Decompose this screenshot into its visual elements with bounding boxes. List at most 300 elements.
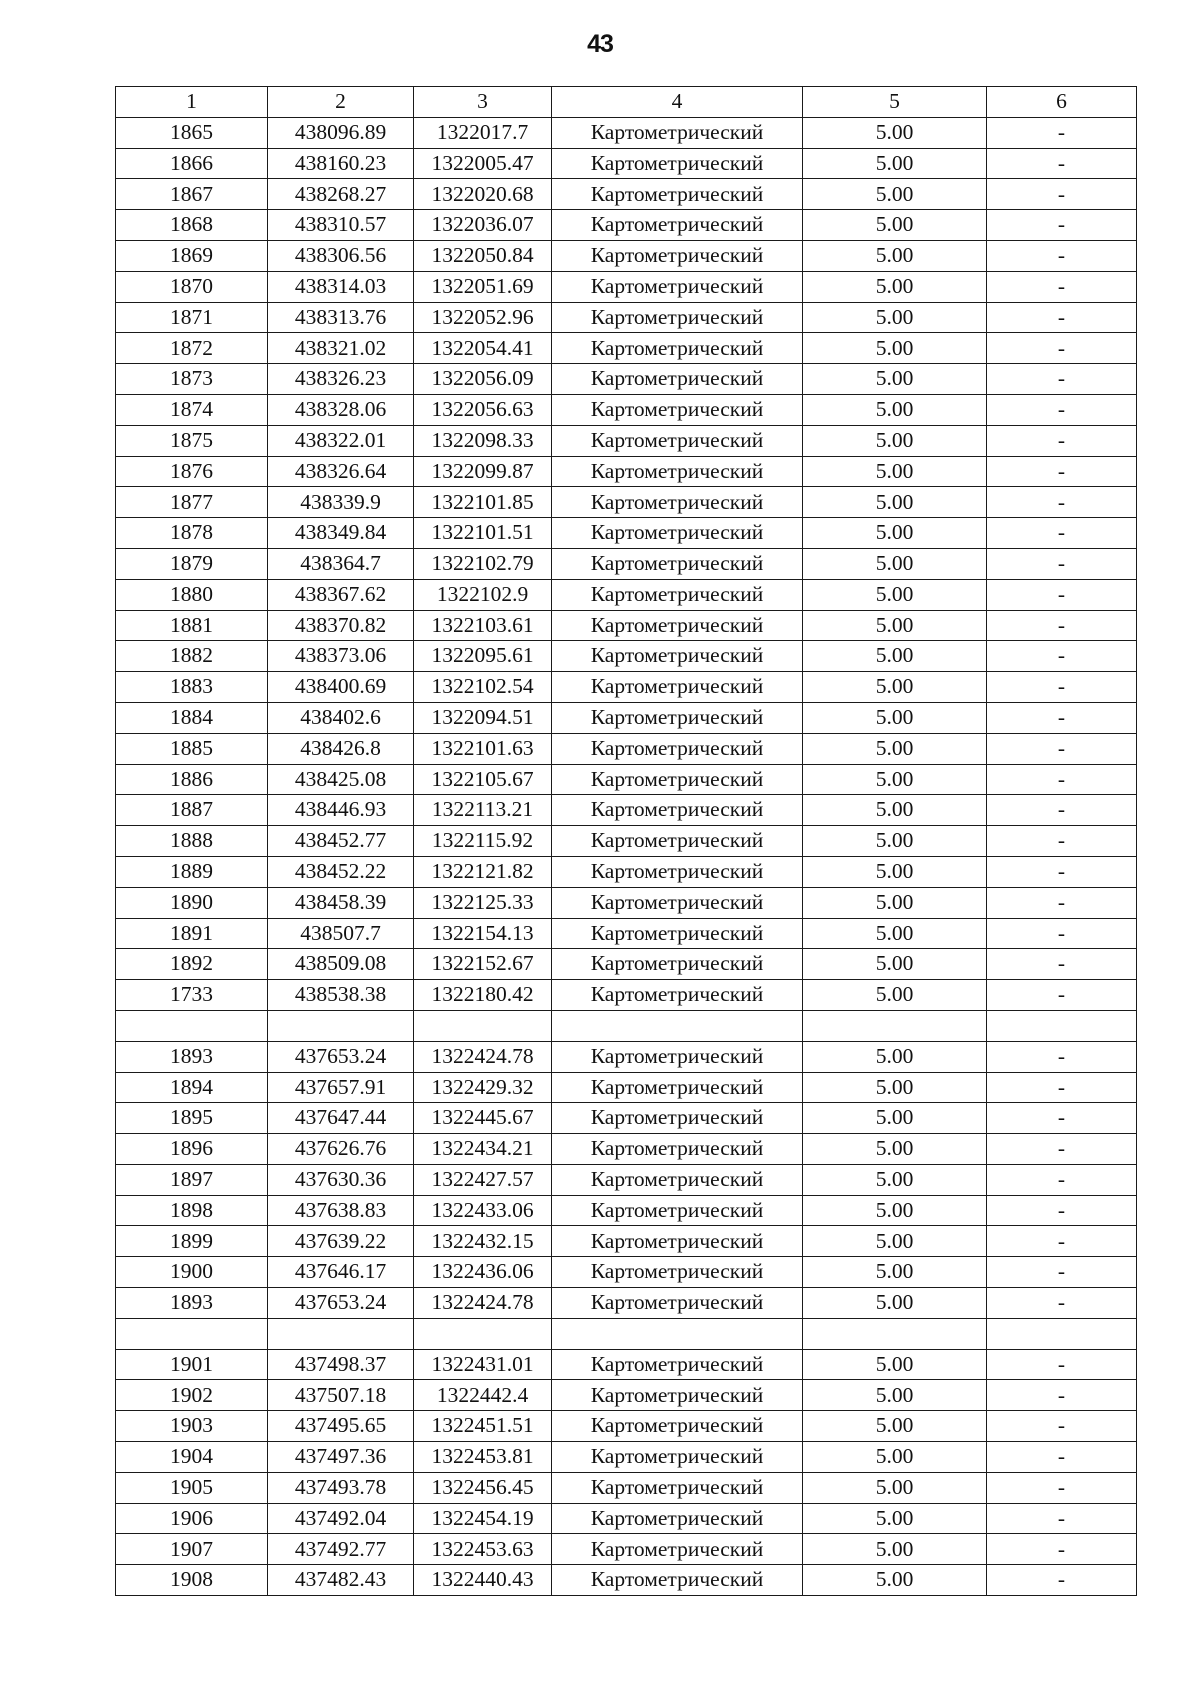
- table-row: [116, 1134, 1137, 1165]
- point-number-cell: 1888: [116, 826, 268, 857]
- table-row: [116, 733, 1137, 764]
- y-coordinate-cell: 1322095.61: [414, 641, 552, 672]
- point-number-cell: 1887: [116, 795, 268, 826]
- note-cell: -: [987, 672, 1137, 703]
- accuracy-cell: 5.00: [803, 887, 987, 918]
- accuracy-cell: 5.00: [803, 1195, 987, 1226]
- method-cell: Картометрический: [552, 364, 803, 395]
- y-coordinate-cell: 1322102.9: [414, 579, 552, 610]
- y-coordinate-cell: 1322445.67: [414, 1103, 552, 1134]
- method-cell: Картометрический: [552, 1103, 803, 1134]
- accuracy-cell: 5.00: [803, 1164, 987, 1195]
- accuracy-cell: 5.00: [803, 1226, 987, 1257]
- y-coordinate-cell: 1322180.42: [414, 980, 552, 1011]
- point-number-cell: 1883: [116, 672, 268, 703]
- method-cell: Картометрический: [552, 702, 803, 733]
- x-coordinate-cell: 437638.83: [268, 1195, 414, 1226]
- point-number-cell: 1872: [116, 333, 268, 364]
- x-coordinate-cell: 438349.84: [268, 518, 414, 549]
- method-cell: Картометрический: [552, 918, 803, 949]
- note-cell: -: [987, 1257, 1137, 1288]
- y-coordinate-cell: 1322453.63: [414, 1534, 552, 1565]
- note-cell: -: [987, 887, 1137, 918]
- accuracy-cell: 5.00: [803, 1411, 987, 1442]
- x-coordinate-cell: 438446.93: [268, 795, 414, 826]
- note-cell: -: [987, 1503, 1137, 1534]
- table-row: [116, 548, 1137, 579]
- table-row: [116, 179, 1137, 210]
- y-coordinate-cell: 1322442.4: [414, 1380, 552, 1411]
- header-cell-4: 4: [552, 87, 803, 118]
- point-number-cell: 1893: [116, 1288, 268, 1319]
- point-number-cell: 1885: [116, 733, 268, 764]
- y-coordinate-cell: 1322424.78: [414, 1041, 552, 1072]
- method-cell: Картометрический: [552, 1164, 803, 1195]
- x-coordinate-cell: 438370.82: [268, 610, 414, 641]
- point-number-cell: 1878: [116, 518, 268, 549]
- table-row: [116, 764, 1137, 795]
- accuracy-cell: 5.00: [803, 1134, 987, 1165]
- accuracy-cell: 5.00: [803, 826, 987, 857]
- note-cell: -: [987, 1103, 1137, 1134]
- x-coordinate-cell: 438321.02: [268, 333, 414, 364]
- method-cell: Картометрический: [552, 1472, 803, 1503]
- point-number-cell: 1868: [116, 210, 268, 241]
- accuracy-cell: 5.00: [803, 302, 987, 333]
- table-row: [116, 1041, 1137, 1072]
- note-cell: -: [987, 980, 1137, 1011]
- point-number-cell: 1902: [116, 1380, 268, 1411]
- method-cell: Картометрический: [552, 1134, 803, 1165]
- note-cell: -: [987, 949, 1137, 980]
- accuracy-cell: 5.00: [803, 764, 987, 795]
- x-coordinate-cell: 438268.27: [268, 179, 414, 210]
- method-cell: Картометрический: [552, 826, 803, 857]
- table-row: [116, 487, 1137, 518]
- table-row: [116, 826, 1137, 857]
- table-row: [116, 641, 1137, 672]
- y-coordinate-cell: 1322424.78: [414, 1288, 552, 1319]
- method-cell: Картометрический: [552, 1534, 803, 1565]
- point-number-cell: 1879: [116, 548, 268, 579]
- accuracy-cell: 5.00: [803, 610, 987, 641]
- table-row: [116, 610, 1137, 641]
- header-cell-2: 2: [268, 87, 414, 118]
- accuracy-cell: 5.00: [803, 733, 987, 764]
- accuracy-cell: 5.00: [803, 918, 987, 949]
- table-row: [116, 271, 1137, 302]
- point-number-cell: 1877: [116, 487, 268, 518]
- accuracy-cell: 5.00: [803, 271, 987, 302]
- page-number: 43: [587, 30, 613, 58]
- y-coordinate-cell: 1322056.63: [414, 394, 552, 425]
- table-header-row: [116, 87, 1137, 118]
- table-row: [116, 980, 1137, 1011]
- table-row: [116, 1380, 1137, 1411]
- note-cell: -: [987, 333, 1137, 364]
- x-coordinate-cell: 437495.65: [268, 1411, 414, 1442]
- table-row: [116, 1103, 1137, 1134]
- x-coordinate-cell: 438509.08: [268, 949, 414, 980]
- table-row: [116, 672, 1137, 703]
- point-number-cell: 1894: [116, 1072, 268, 1103]
- point-number-cell: 1865: [116, 117, 268, 148]
- note-cell: -: [987, 1442, 1137, 1473]
- x-coordinate-cell: 438313.76: [268, 302, 414, 333]
- y-coordinate-cell: 1322103.61: [414, 610, 552, 641]
- y-coordinate-cell: 1322056.09: [414, 364, 552, 395]
- point-number-cell: 1733: [116, 980, 268, 1011]
- note-cell: [987, 1318, 1137, 1349]
- header-cell-3: 3: [414, 87, 552, 118]
- x-coordinate-cell: 437626.76: [268, 1134, 414, 1165]
- point-number-cell: 1876: [116, 456, 268, 487]
- x-coordinate-cell: 438160.23: [268, 148, 414, 179]
- note-cell: -: [987, 302, 1137, 333]
- point-number-cell: 1893: [116, 1041, 268, 1072]
- accuracy-cell: 5.00: [803, 1072, 987, 1103]
- note-cell: -: [987, 518, 1137, 549]
- point-number-cell: [116, 1010, 268, 1041]
- y-coordinate-cell: 1322017.7: [414, 117, 552, 148]
- point-number-cell: 1871: [116, 302, 268, 333]
- y-coordinate-cell: 1322050.84: [414, 240, 552, 271]
- x-coordinate-cell: 438538.38: [268, 980, 414, 1011]
- note-cell: -: [987, 364, 1137, 395]
- accuracy-cell: 5.00: [803, 1442, 987, 1473]
- method-cell: Картометрический: [552, 795, 803, 826]
- y-coordinate-cell: 1322121.82: [414, 856, 552, 887]
- note-cell: -: [987, 1041, 1137, 1072]
- note-cell: -: [987, 1072, 1137, 1103]
- table-row: [116, 1503, 1137, 1534]
- method-cell: Картометрический: [552, 610, 803, 641]
- method-cell: Картометрический: [552, 1503, 803, 1534]
- point-number-cell: 1886: [116, 764, 268, 795]
- note-cell: -: [987, 1565, 1137, 1596]
- y-coordinate-cell: 1322440.43: [414, 1565, 552, 1596]
- point-number-cell: 1906: [116, 1503, 268, 1534]
- note-cell: -: [987, 1534, 1137, 1565]
- note-cell: -: [987, 179, 1137, 210]
- x-coordinate-cell: 438322.01: [268, 425, 414, 456]
- method-cell: Картометрический: [552, 579, 803, 610]
- note-cell: -: [987, 487, 1137, 518]
- accuracy-cell: 5.00: [803, 1103, 987, 1134]
- table-row: [116, 1226, 1137, 1257]
- x-coordinate-cell: 438326.23: [268, 364, 414, 395]
- y-coordinate-cell: 1322099.87: [414, 456, 552, 487]
- y-coordinate-cell: 1322433.06: [414, 1195, 552, 1226]
- note-cell: -: [987, 733, 1137, 764]
- y-coordinate-cell: 1322451.51: [414, 1411, 552, 1442]
- method-cell: Картометрический: [552, 887, 803, 918]
- table-row: [116, 918, 1137, 949]
- accuracy-cell: 5.00: [803, 1472, 987, 1503]
- method-cell: Картометрический: [552, 548, 803, 579]
- x-coordinate-cell: 437482.43: [268, 1565, 414, 1596]
- table-row: [116, 364, 1137, 395]
- x-coordinate-cell: 437657.91: [268, 1072, 414, 1103]
- note-cell: -: [987, 394, 1137, 425]
- note-cell: -: [987, 425, 1137, 456]
- accuracy-cell: 5.00: [803, 518, 987, 549]
- method-cell: Картометрический: [552, 672, 803, 703]
- note-cell: -: [987, 148, 1137, 179]
- y-coordinate-cell: 1322051.69: [414, 271, 552, 302]
- y-coordinate-cell: 1322125.33: [414, 887, 552, 918]
- method-cell: Картометрический: [552, 641, 803, 672]
- y-coordinate-cell: 1322098.33: [414, 425, 552, 456]
- method-cell: Картометрический: [552, 179, 803, 210]
- point-number-cell: 1891: [116, 918, 268, 949]
- table-row: [116, 1072, 1137, 1103]
- table-row: [116, 148, 1137, 179]
- y-coordinate-cell: 1322453.81: [414, 1442, 552, 1473]
- x-coordinate-cell: [268, 1318, 414, 1349]
- accuracy-cell: 5.00: [803, 1288, 987, 1319]
- method-cell: Картометрический: [552, 1565, 803, 1596]
- table-row: [116, 1164, 1137, 1195]
- method-cell: Картометрический: [552, 271, 803, 302]
- coordinates-table: [115, 86, 1137, 1596]
- method-cell: Картометрический: [552, 1411, 803, 1442]
- accuracy-cell: 5.00: [803, 210, 987, 241]
- point-number-cell: 1881: [116, 610, 268, 641]
- y-coordinate-cell: [414, 1318, 552, 1349]
- accuracy-cell: 5.00: [803, 394, 987, 425]
- table-row: [116, 1288, 1137, 1319]
- point-number-cell: 1899: [116, 1226, 268, 1257]
- x-coordinate-cell: 437653.24: [268, 1288, 414, 1319]
- x-coordinate-cell: [268, 1010, 414, 1041]
- table-row: [116, 1534, 1137, 1565]
- y-coordinate-cell: 1322152.67: [414, 949, 552, 980]
- x-coordinate-cell: 438425.08: [268, 764, 414, 795]
- method-cell: Картометрический: [552, 764, 803, 795]
- y-coordinate-cell: 1322094.51: [414, 702, 552, 733]
- accuracy-cell: 5.00: [803, 425, 987, 456]
- accuracy-cell: 5.00: [803, 1380, 987, 1411]
- x-coordinate-cell: 438314.03: [268, 271, 414, 302]
- method-cell: Картометрический: [552, 1072, 803, 1103]
- accuracy-cell: 5.00: [803, 980, 987, 1011]
- header-cell-5: 5: [803, 87, 987, 118]
- point-number-cell: 1904: [116, 1442, 268, 1473]
- y-coordinate-cell: 1322429.32: [414, 1072, 552, 1103]
- method-cell: Картометрический: [552, 425, 803, 456]
- table-row: [116, 1565, 1137, 1596]
- point-number-cell: 1880: [116, 579, 268, 610]
- x-coordinate-cell: 438364.7: [268, 548, 414, 579]
- y-coordinate-cell: 1322101.51: [414, 518, 552, 549]
- point-number-cell: 1882: [116, 641, 268, 672]
- note-cell: -: [987, 1134, 1137, 1165]
- accuracy-cell: 5.00: [803, 1349, 987, 1380]
- note-cell: -: [987, 918, 1137, 949]
- y-coordinate-cell: 1322454.19: [414, 1503, 552, 1534]
- method-cell: Картометрический: [552, 856, 803, 887]
- note-cell: -: [987, 548, 1137, 579]
- x-coordinate-cell: 437493.78: [268, 1472, 414, 1503]
- y-coordinate-cell: 1322005.47: [414, 148, 552, 179]
- note-cell: -: [987, 1349, 1137, 1380]
- method-cell: Картометрический: [552, 148, 803, 179]
- point-number-cell: 1892: [116, 949, 268, 980]
- note-cell: -: [987, 1411, 1137, 1442]
- y-coordinate-cell: 1322020.68: [414, 179, 552, 210]
- accuracy-cell: 5.00: [803, 1257, 987, 1288]
- note-cell: -: [987, 210, 1137, 241]
- accuracy-cell: 5.00: [803, 1041, 987, 1072]
- method-cell: Картометрический: [552, 394, 803, 425]
- note-cell: -: [987, 456, 1137, 487]
- note-cell: -: [987, 1380, 1137, 1411]
- accuracy-cell: 5.00: [803, 240, 987, 271]
- table-row: [116, 1257, 1137, 1288]
- x-coordinate-cell: 437492.77: [268, 1534, 414, 1565]
- accuracy-cell: 5.00: [803, 179, 987, 210]
- header-cell-1: 1: [116, 87, 268, 118]
- table-row: [116, 1442, 1137, 1473]
- y-coordinate-cell: 1322052.96: [414, 302, 552, 333]
- point-number-cell: [116, 1318, 268, 1349]
- note-cell: -: [987, 826, 1137, 857]
- accuracy-cell: 5.00: [803, 1534, 987, 1565]
- point-number-cell: 1895: [116, 1103, 268, 1134]
- accuracy-cell: 5.00: [803, 117, 987, 148]
- y-coordinate-cell: 1322054.41: [414, 333, 552, 364]
- method-cell: Картометрический: [552, 733, 803, 764]
- table-row: [116, 1411, 1137, 1442]
- table-row: [116, 1349, 1137, 1380]
- x-coordinate-cell: 438458.39: [268, 887, 414, 918]
- note-cell: -: [987, 764, 1137, 795]
- accuracy-cell: 5.00: [803, 579, 987, 610]
- x-coordinate-cell: 438367.62: [268, 579, 414, 610]
- x-coordinate-cell: 438328.06: [268, 394, 414, 425]
- method-cell: Картометрический: [552, 518, 803, 549]
- point-number-cell: 1897: [116, 1164, 268, 1195]
- method-cell: Картометрический: [552, 1442, 803, 1473]
- note-cell: -: [987, 271, 1137, 302]
- note-cell: -: [987, 610, 1137, 641]
- y-coordinate-cell: 1322105.67: [414, 764, 552, 795]
- x-coordinate-cell: 437497.36: [268, 1442, 414, 1473]
- method-cell: Картометрический: [552, 1380, 803, 1411]
- accuracy-cell: 5.00: [803, 856, 987, 887]
- point-number-cell: 1870: [116, 271, 268, 302]
- note-cell: -: [987, 1164, 1137, 1195]
- note-cell: -: [987, 641, 1137, 672]
- y-coordinate-cell: 1322434.21: [414, 1134, 552, 1165]
- note-cell: -: [987, 1195, 1137, 1226]
- method-cell: Картометрический: [552, 117, 803, 148]
- table-separator-row: [116, 1318, 1137, 1349]
- x-coordinate-cell: 438096.89: [268, 117, 414, 148]
- x-coordinate-cell: 438426.8: [268, 733, 414, 764]
- table-separator-row: [116, 1010, 1137, 1041]
- y-coordinate-cell: 1322101.63: [414, 733, 552, 764]
- point-number-cell: 1905: [116, 1472, 268, 1503]
- point-number-cell: 1898: [116, 1195, 268, 1226]
- method-cell: Картометрический: [552, 302, 803, 333]
- table-row: [116, 394, 1137, 425]
- point-number-cell: 1903: [116, 1411, 268, 1442]
- x-coordinate-cell: 438452.77: [268, 826, 414, 857]
- x-coordinate-cell: 438400.69: [268, 672, 414, 703]
- x-coordinate-cell: 438306.56: [268, 240, 414, 271]
- table-row: [116, 456, 1137, 487]
- y-coordinate-cell: 1322113.21: [414, 795, 552, 826]
- method-cell: Картометрический: [552, 980, 803, 1011]
- method-cell: Картометрический: [552, 456, 803, 487]
- table-row: [116, 887, 1137, 918]
- accuracy-cell: 5.00: [803, 364, 987, 395]
- point-number-cell: 1866: [116, 148, 268, 179]
- y-coordinate-cell: 1322456.45: [414, 1472, 552, 1503]
- note-cell: -: [987, 1226, 1137, 1257]
- accuracy-cell: [803, 1010, 987, 1041]
- accuracy-cell: 5.00: [803, 795, 987, 826]
- table-row: [116, 702, 1137, 733]
- method-cell: Картометрический: [552, 1349, 803, 1380]
- x-coordinate-cell: 437646.17: [268, 1257, 414, 1288]
- x-coordinate-cell: 437492.04: [268, 1503, 414, 1534]
- table-row: [116, 949, 1137, 980]
- method-cell: Картометрический: [552, 949, 803, 980]
- accuracy-cell: 5.00: [803, 949, 987, 980]
- table-row: [116, 333, 1137, 364]
- accuracy-cell: 5.00: [803, 702, 987, 733]
- method-cell: Картометрический: [552, 1041, 803, 1072]
- point-number-cell: 1900: [116, 1257, 268, 1288]
- point-number-cell: 1869: [116, 240, 268, 271]
- y-coordinate-cell: 1322102.54: [414, 672, 552, 703]
- table-row: [116, 795, 1137, 826]
- method-cell: Картометрический: [552, 1288, 803, 1319]
- table-body: [116, 87, 1137, 1596]
- note-cell: -: [987, 117, 1137, 148]
- accuracy-cell: 5.00: [803, 333, 987, 364]
- table-row: [116, 1472, 1137, 1503]
- accuracy-cell: [803, 1318, 987, 1349]
- table-row: [116, 240, 1137, 271]
- note-cell: -: [987, 856, 1137, 887]
- y-coordinate-cell: 1322427.57: [414, 1164, 552, 1195]
- y-coordinate-cell: 1322432.15: [414, 1226, 552, 1257]
- x-coordinate-cell: 437647.44: [268, 1103, 414, 1134]
- header-cell-6: 6: [987, 87, 1137, 118]
- table-row: [116, 579, 1137, 610]
- point-number-cell: 1884: [116, 702, 268, 733]
- x-coordinate-cell: 438402.6: [268, 702, 414, 733]
- point-number-cell: 1875: [116, 425, 268, 456]
- method-cell: [552, 1010, 803, 1041]
- accuracy-cell: 5.00: [803, 148, 987, 179]
- y-coordinate-cell: 1322102.79: [414, 548, 552, 579]
- method-cell: Картометрический: [552, 210, 803, 241]
- table-row: [116, 1195, 1137, 1226]
- y-coordinate-cell: 1322436.06: [414, 1257, 552, 1288]
- point-number-cell: 1907: [116, 1534, 268, 1565]
- accuracy-cell: 5.00: [803, 641, 987, 672]
- y-coordinate-cell: 1322101.85: [414, 487, 552, 518]
- method-cell: Картометрический: [552, 1257, 803, 1288]
- note-cell: -: [987, 1472, 1137, 1503]
- x-coordinate-cell: 438452.22: [268, 856, 414, 887]
- note-cell: [987, 1010, 1137, 1041]
